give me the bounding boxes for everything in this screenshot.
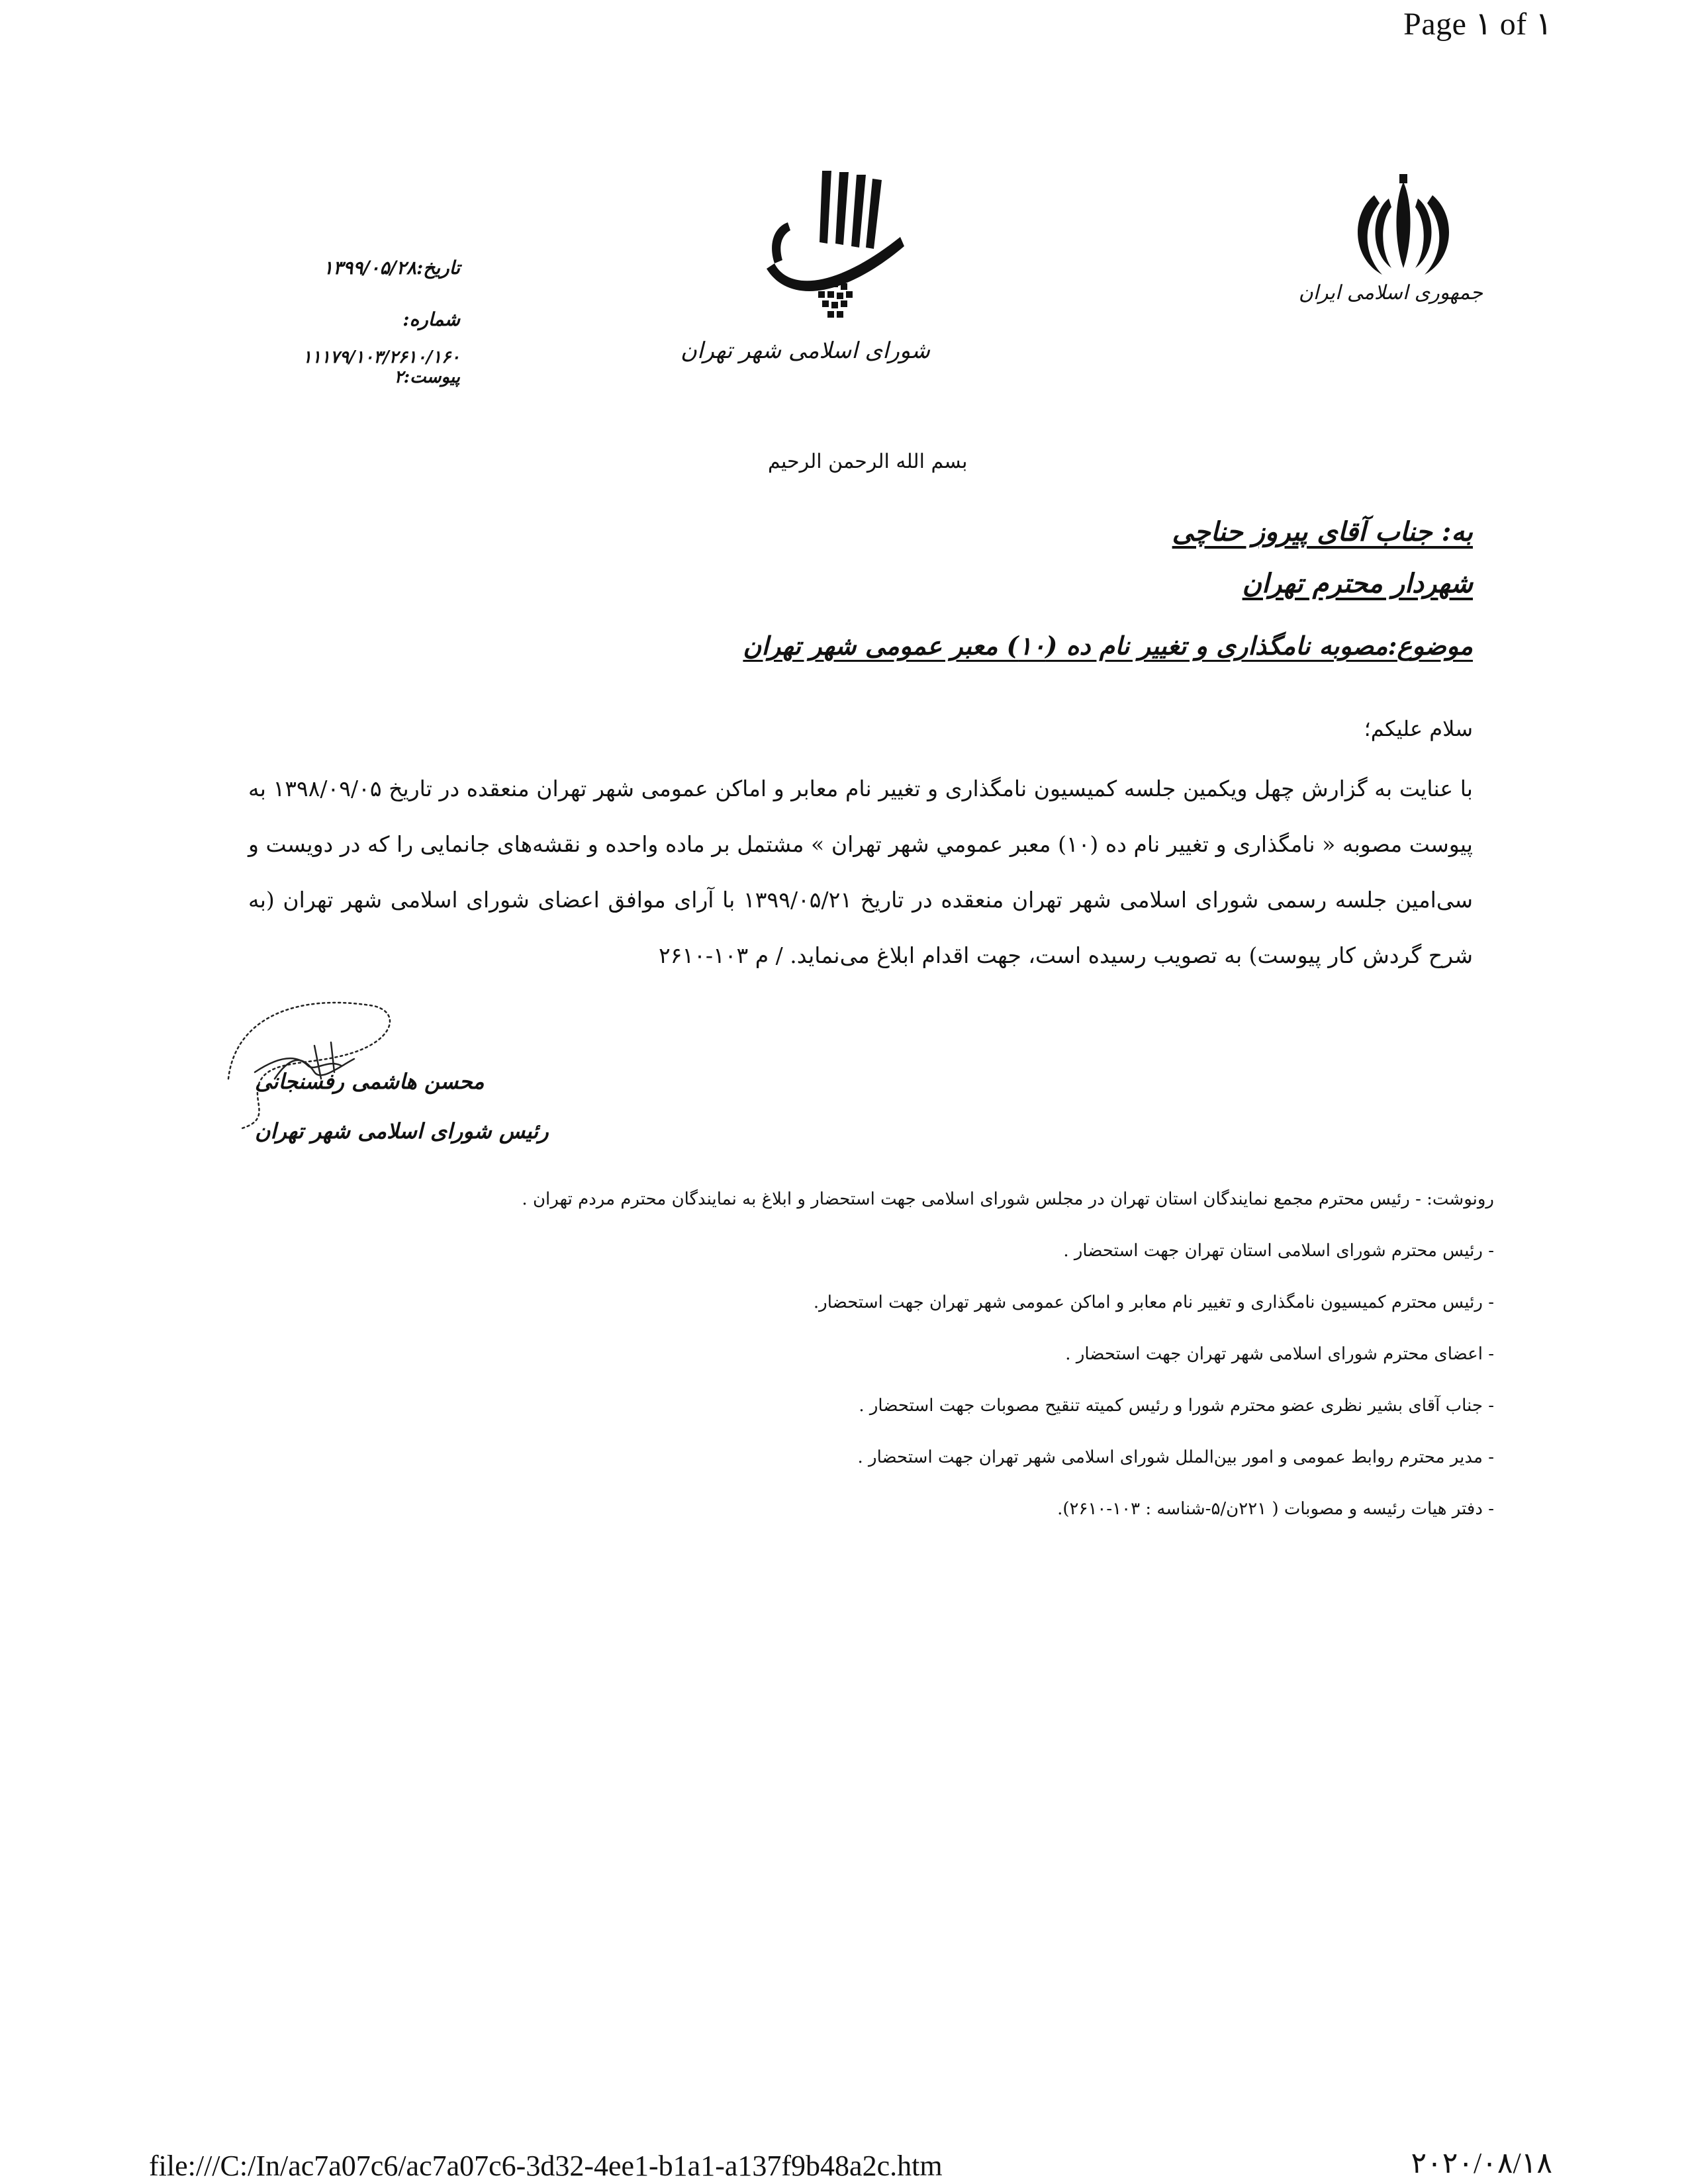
country-caption: جمهوری اسلامی ایران <box>1298 281 1483 304</box>
page-number: Page ۱ of ۱ <box>1403 7 1552 42</box>
cc-item: - مدیر محترم روابط عمومی و امور بین‌الملل شورای اسلامی شهر تهران جهت استحضار . <box>857 1447 1494 1467</box>
cc-item: - جناب آقای بشیر نظری عضو محترم شورا و رئیس کمیته تنقیح مصوبات جهت استحضار . <box>859 1396 1494 1416</box>
letter-number-label: شماره: <box>402 308 460 330</box>
cc-list <box>522 1186 1494 1547</box>
signature-scribble-icon <box>215 979 414 1138</box>
letter-attachment: پیوست:۲ <box>394 367 460 387</box>
cc-item: - اعضای محترم شورای اسلامی شهر تهران جهت استحضار . <box>1065 1344 1494 1364</box>
council-logo-icon <box>748 164 914 336</box>
letter-date: تاریخ:۱۳۹۹/۰۵/۲۸ <box>323 257 460 279</box>
cc-item: - رئیس محترم کمیسیون نامگذاری و تغییر نام معابر و اماکن عمومی شهر تهران جهت استحضار. <box>813 1293 1494 1312</box>
signer-title: رئیس شورای اسلامی شهر تهران <box>255 1118 549 1144</box>
letter-subject: موضوع:مصوبه نامگذاری و تغییر نام ده (۱۰) معبر عمومی شهر تهران <box>743 631 1473 660</box>
iran-emblem-icon <box>1331 169 1476 334</box>
letter-body: با عنایت به گزارش چهل ویکمین جلسه کمیسیون نامگذاری و تغییر نام معابر و اماکن عمومی شهر تهران منعقده در تاریخ ۱۳۹۸/۰۹/۰۵ به پیوست مصوبه « نامگذاری و تغییر نام ده (۱۰) معبر عمومي شهر تهران » مشتمل بر ماده واحده و نقشه‌های جانمایی را که در دویست و سی‌امین جلسه رسمی شورای اسلامی شهر تهران منعقده در تاریخ ۱۳۹۹/۰۵/۲۱ با آرای موافق اعضای شورای اسلامی شهر تهران (به شرح گردش کار پیوست) به تصویب رسیده است، جهت اقدام ابلاغ می‌نماید. / م ۱۰۳-۲۶۱۰ <box>248 776 1474 968</box>
signer-name: محسن هاشمی رفسنجانی <box>255 1069 485 1094</box>
bismillah: بسم الله الرحمن الرحیم <box>768 450 968 473</box>
greeting: سلام علیکم؛ <box>1364 716 1473 741</box>
cc-item: - رئیس محترم شورای اسلامی استان تهران جهت استحضار . <box>1063 1241 1494 1261</box>
cc-item: رونوشت: - رئیس محترم مجمع نمایندگان استان تهران در مجلس شورای اسلامی جهت استحضار و ابلاغ به نمایندگان محترم مردم تهران . <box>522 1189 1494 1209</box>
footer-file-path: file:///C:/In/ac7a07c6/ac7a07c6-3d32-4ee1-b1a1-a137f9b48a2c.htm <box>149 2150 943 2182</box>
cc-item: - دفتر هیات رئیسه و مصوبات ( ۲۲۱ن/۵-شناسه : ۱۰۳-۲۶۱۰). <box>1057 1499 1494 1519</box>
footer-date: ۲۰۲۰/۰۸/۱۸ <box>1411 2147 1552 2179</box>
letter-number-value: ۱۱۱۷۹/۱۰۳/۲۶۱۰/۱۶۰ <box>303 347 460 367</box>
addressee-name: به: جناب آقای پیروز حناچی <box>1172 516 1473 547</box>
addressee-title: شهردار محترم تهران <box>1242 568 1473 599</box>
council-caption: شورای اسلامی شهر تهران <box>680 338 930 364</box>
